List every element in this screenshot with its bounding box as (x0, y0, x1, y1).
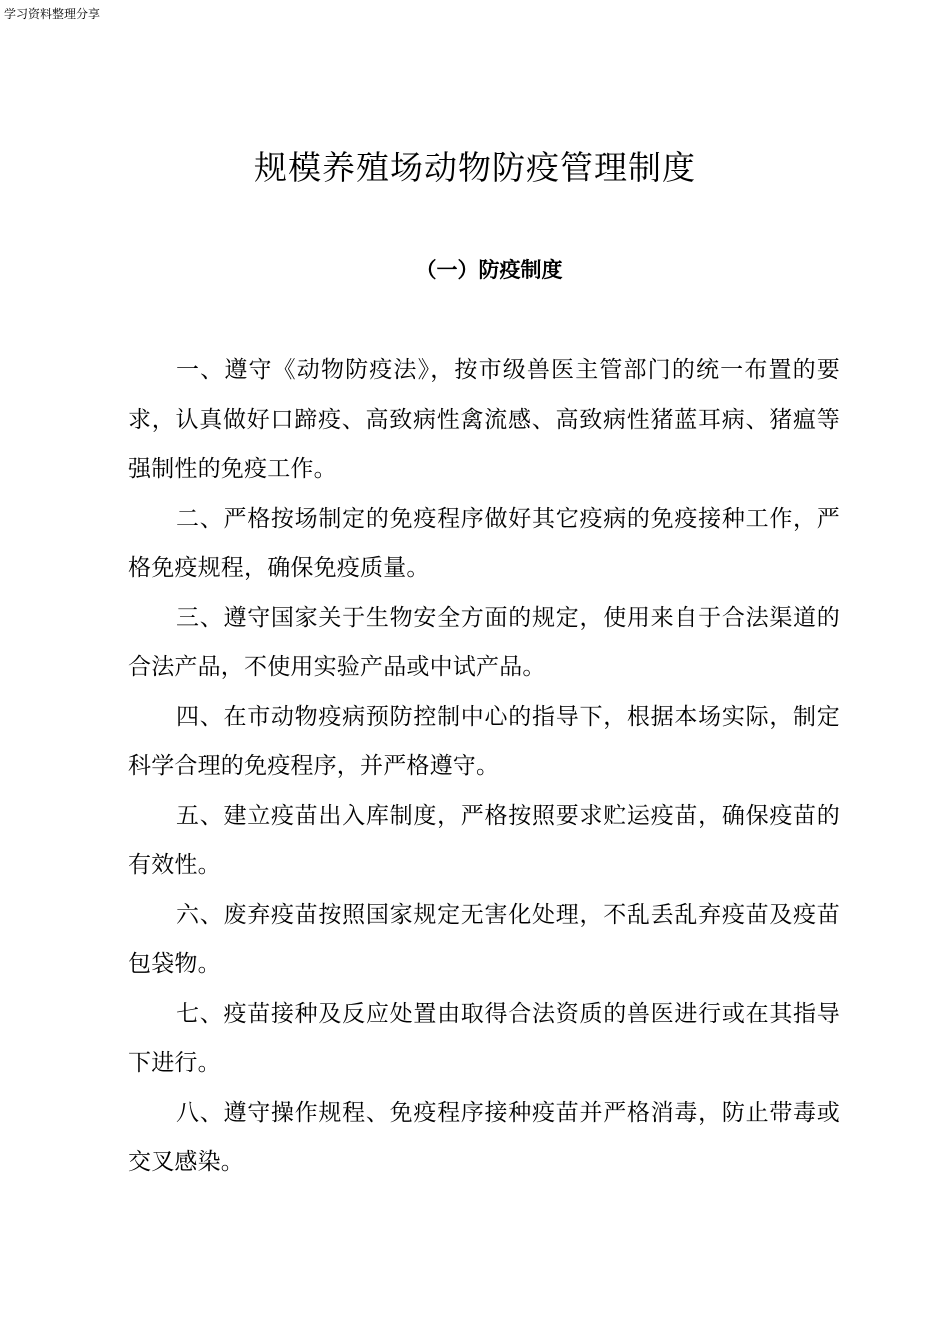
paragraph-6: 六、废弃疫苗按照国家规定无害化处理，不乱丢乱弃疫苗及疫苗包袋物。 (128, 901, 840, 977)
paragraph-7: 七、疫苗接种及反应处置由取得合法资质的兽医进行或在其指导下进行。 (128, 1000, 840, 1076)
paragraph-2: 二、严格按场制定的免疫程序做好其它疫病的免疫接种工作，严格免疫规程，确保免疫质量。 (128, 505, 840, 581)
paragraph-4: 四、在市动物疫病预防控制中心的指导下，根据本场实际，制定科学合理的免疫程序，并严格遵守。 (128, 703, 840, 779)
document-body (128, 346, 840, 1188)
document-title: 规模养殖场动物防疫管理制度 (254, 148, 696, 187)
paragraph-3: 三、遵守国家关于生物安全方面的规定，使用来自于合法渠道的合法产品，不使用实验产品或中试产品。 (128, 604, 840, 680)
page-header-note: 学习资料整理分享 (4, 7, 101, 21)
section-heading: （一）防疫制度 (415, 258, 563, 282)
paragraph-8: 八、遵守操作规程、免疫程序接种疫苗并严格消毒，防止带毒或交叉感染。 (128, 1099, 840, 1175)
paragraph-5: 五、建立疫苗出入库制度，严格按照要求贮运疫苗，确保疫苗的有效性。 (128, 802, 840, 878)
paragraph-1: 一、遵守《动物防疫法》，按市级兽医主管部门的统一布置的要求，认真做好口蹄疫、高致病性禽流感、高致病性猪蓝耳病、猪瘟等强制性的免疫工作。 (128, 357, 840, 482)
